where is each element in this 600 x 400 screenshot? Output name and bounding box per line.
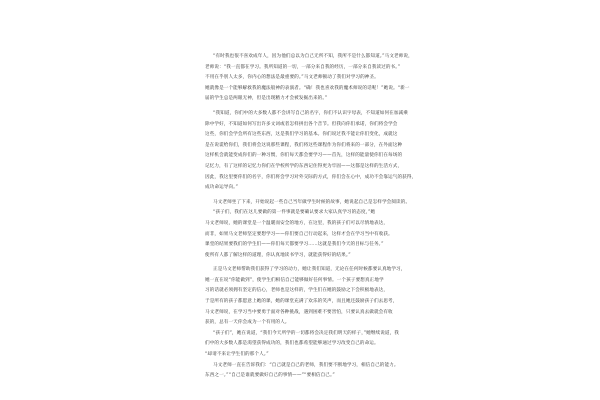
text-line: 记忆力，有了这样的记忆力你们在学校所学的东西记住得更为牢固——这都是这样的生活方式， [205,163,403,169]
text-line: “有时我也很不喜欢成年人，因为他们总以为自己无所不知，我所不是什么都知道。”马文老师说， [213,54,413,59]
text-line: 老师说：“我一直都在学习。我所知道的一切，一部分来自我的经历，一部分来自我读过的书。” [205,64,401,70]
text-line: 除中学好，不知道如何写出许多文词或者怎样拼出各个音节。但我向你们承诺，你们将会学会 [205,121,398,127]
text-line: 不用在乎别人太多，你内心的想法是最重要的。”马文老师顿动了我们对学习的神圣。 [205,75,379,81]
text-line: 习的话就必须拥有坚定的信心，老师也是这样的，学生们在她的鼓励之下会积极地表达， [205,288,389,294]
text-line: “我知道，你们中的大多数人都不会讲写自己的名字，你们不认识字母表，不知道如何在加减乘 [213,110,408,116]
text-line: 马文老师说，在学习当中要勇于面对各种挑战，遇到困难不要害怕，只要认真去做就会有收 [205,309,393,315]
text-line: 使所有人都了解这样的道理，你认真地读书学习，就能获得好的结果。” [205,252,351,258]
text-line: 们中的大多数人都是渴望获得成功的，我们也都希望能够通过学习改变自己的命运。 [205,341,379,347]
text-line: 课堂的结果要我们的学生们——你们每天都要学习……这就是我们今天的目标与任务。” [205,242,384,248]
text-line: 获的，总有一天你会成为一个有用的人。 [205,320,290,326]
text-line: 马文老师坐了下来，开始说起一些自己当年做学生时候的故事，她说起自己是怎样学会阅读的。 [213,199,411,205]
text-line: 是在说谎给你们，我们将会这说那些课程，我们将这些课程作为你们将来的一部分，在外面这种 [205,142,403,148]
text-line: 这些，你们会学会所有这些东西，这是我们学习的基本。你们说过我不能让你们变化，成就这 [205,132,398,138]
text-line: 正是马文老师帮助我们获得了学习的动力，她让我们知道，无论在任何时候都要认真地学习， [213,267,406,273]
text-line: 于是所有的孩子都愿意上她的课，她的课堂充满了欢乐的笑声，而且她还鼓励孩子们去思考， [205,299,398,305]
text-line: 东西之一。”“自己是谁就要做好自己的事情——”“要相信自己。” [205,373,335,379]
text-line: 她一直在说“你能做到”，使学生们相信自己能够做好任何事情。一个孩子要想真正地学 [205,277,384,283]
text-line: 因此，我这里要你们的名字，你们将会学习对外交际的方式，你们会在心中，成功不会靠运气的获得， [205,174,417,180]
text-line: 马文老师一直在告诉我们：“自己就是自己的老师，我们要不断地学习，相信自己的能力。 [213,362,399,368]
text-line: 届的学生总是两眼无神，但是出现精力才会被发掘出来的。” [205,96,328,102]
text-line: “孩子们”，她在说道，“我们今天所学的一切都将会决定我们明天的样子，”她继续说道，我 [213,330,399,336]
document-body [205,52,417,382]
text-line: 这样机会就能变成你们的一种习惯，你们每天都会要学习——首先，这样的能量使你们在每场的 [205,153,403,159]
text-line: 成功命运导向。” [205,185,239,191]
text-line: 马文老师说，她的课堂是一个温暖而安全的地方，在这里，我的孩子们可以尽情地表达， [205,220,389,226]
text-line: 而非，如果马文老师坚定要想学习——你们要自己行动起来，这样才会在学习当中有收获。 [205,231,393,237]
text-line: “孩子们，我们在这儿要做的第一件事就是要确认要求大家认真学习的态度，”她 [213,210,376,216]
text-line: 她就像是一个能够解救我的魔法般神的表演者。“确！我也喜欢我的魔术师说的话呢！”她说。“新一 [205,85,410,91]
text-line: “却请不来让学生们的那个人。” [205,352,269,358]
